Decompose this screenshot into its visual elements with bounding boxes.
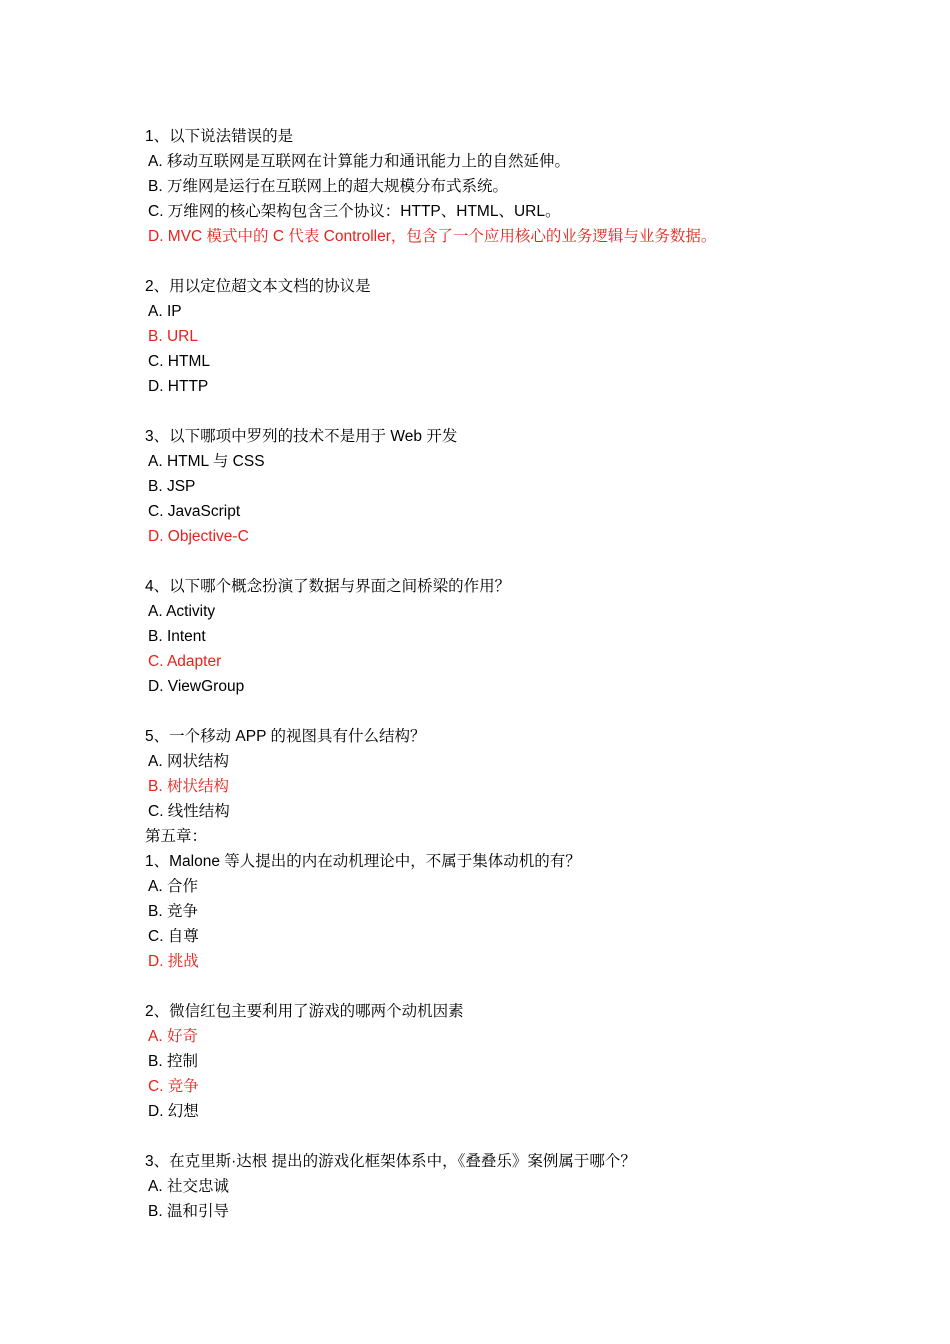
- option-d: D. ViewGroup: [148, 678, 245, 695]
- question-text: 2、微信红包主要利用了游戏的哪两个动机因素: [145, 1003, 464, 1020]
- option-b: B. 控制: [148, 1053, 198, 1070]
- option-a: A. HTML 与 CSS: [148, 453, 265, 470]
- chapter-heading: 第五章：: [145, 828, 208, 845]
- option-c: C. JavaScript: [148, 503, 241, 520]
- option-a: A. 合作: [148, 878, 198, 895]
- document-page: [145, 124, 825, 1224]
- option-c: C. 线性结构: [148, 803, 230, 820]
- option-c: C. 自尊: [148, 928, 199, 945]
- option-d-correct: D. 挑战: [148, 953, 199, 970]
- question-block: [145, 124, 825, 274]
- question-text: 3、在克里斯·达根 提出的游戏化框架体系中，《叠叠乐》案例属于哪个？: [145, 1153, 636, 1170]
- option-a: A. 社交忠诚: [148, 1178, 229, 1195]
- option-a: A. Activity: [148, 603, 216, 620]
- question-block: [145, 824, 825, 999]
- spacer: [145, 699, 825, 724]
- question-block: [145, 724, 825, 824]
- spacer: [145, 399, 825, 424]
- question-text: 1、以下说法错误的是: [145, 128, 294, 145]
- option-d-correct: D. MVC 模式中的 C 代表 Controller，包含了一个应用核心的业务逻辑与业务数据。: [148, 228, 717, 245]
- question-block: [145, 424, 825, 574]
- option-a: A. 移动互联网是互联网在计算能力和通讯能力上的自然延伸。: [148, 153, 570, 170]
- option-b: B. Intent: [148, 628, 206, 645]
- question-text: 4、以下哪个概念扮演了数据与界面之间桥梁的作用？: [145, 578, 511, 595]
- option-d-correct: D. Objective-C: [148, 528, 249, 545]
- option-a: A. 网状结构: [148, 753, 229, 770]
- option-c-correct: C. Adapter: [148, 653, 222, 670]
- option-b: B. JSP: [148, 478, 196, 495]
- option-b: B. 温和引导: [148, 1203, 229, 1220]
- option-b: B. 万维网是运行在互联网上的超大规模分布式系统。: [148, 178, 508, 195]
- question-text: 5、一个移动 APP 的视图具有什么结构？: [145, 728, 426, 745]
- option-b-correct: B. URL: [148, 328, 198, 345]
- spacer: [145, 1124, 825, 1149]
- question-text: 3、以下哪项中罗列的技术不是用于 Web 开发: [145, 428, 458, 445]
- option-c-correct: C. 竞争: [148, 1078, 199, 1095]
- question-block: [145, 574, 825, 724]
- option-a: A. IP: [148, 303, 182, 320]
- question-text: 1、Malone 等人提出的内在动机理论中，不属于集体动机的有？: [145, 853, 581, 870]
- option-b: B. 竞争: [148, 903, 198, 920]
- option-c: C. HTML: [148, 353, 210, 370]
- question-block: [145, 999, 825, 1149]
- question-block: [145, 274, 825, 424]
- spacer: [145, 974, 825, 999]
- option-a-correct: A. 好奇: [148, 1028, 198, 1045]
- question-text: 2、用以定位超文本文档的协议是: [145, 278, 371, 295]
- spacer: [145, 249, 825, 274]
- option-c: C. 万维网的核心架构包含三个协议：HTTP、HTML、URL。: [148, 203, 561, 220]
- option-d: D. HTTP: [148, 378, 209, 395]
- option-d: D. 幻想: [148, 1103, 199, 1120]
- option-b-correct: B. 树状结构: [148, 778, 229, 795]
- spacer: [145, 549, 825, 574]
- question-block: [145, 1149, 825, 1224]
